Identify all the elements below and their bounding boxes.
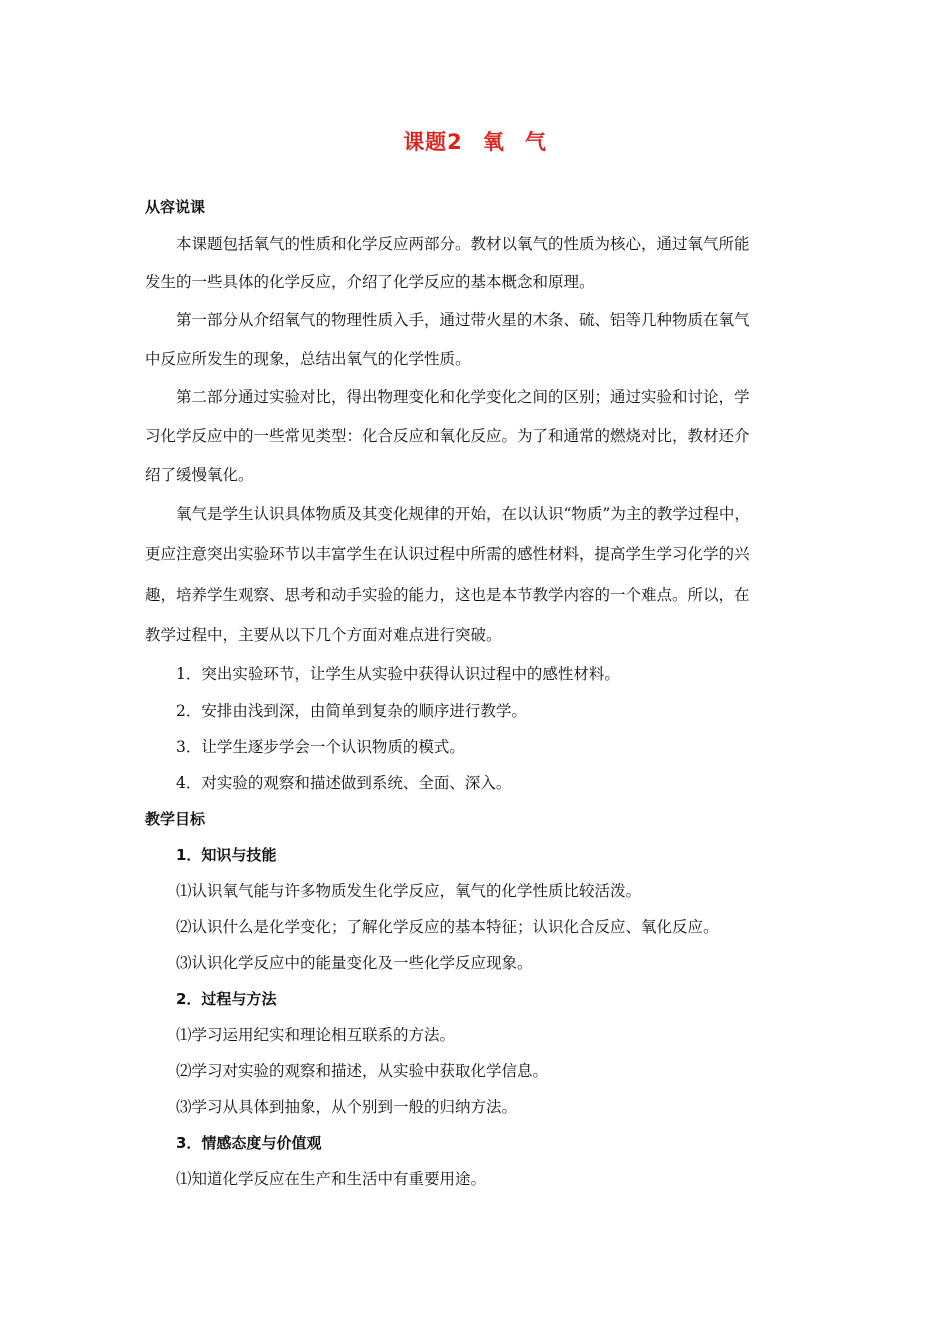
list-item: 1．突出实验环节，让学生从实验中获得认识过程中的感性材料。 bbox=[176, 665, 620, 683]
list-item: 3．让学生逐步学会一个认识物质的模式。 bbox=[176, 738, 465, 756]
paragraph-line: 第二部分通过实验对比，得出物理变化和化学变化之间的区别；通过实验和讨论，学 bbox=[176, 388, 750, 406]
paragraph-line: 中反应所发生的现象，总结出氧气的化学性质。 bbox=[145, 350, 471, 368]
paragraph-line: 氧气是学生认识具体物质及其变化规律的开始，在以认识“物质”为主的教学过程中， bbox=[176, 505, 750, 523]
subheading-attitude: 3．情感态度与价值观 bbox=[176, 1134, 322, 1152]
list-item: ⑶学习从具体到抽象，从个别到一般的归纳方法。 bbox=[176, 1098, 518, 1116]
title-main: 课题2 bbox=[403, 130, 463, 154]
section-heading-intro: 从容说课 bbox=[145, 198, 206, 216]
page-title bbox=[0, 126, 950, 156]
paragraph-line: 趣，培养学生观察、思考和动手实验的能力，这也是本节教学内容的一个难点。所以，在 bbox=[145, 586, 750, 604]
paragraph-line: 本课题包括氧气的性质和化学反应两部分。教材以氧气的性质为核心，通过氧气所能 bbox=[176, 235, 750, 253]
list-item: ⑶认识化学反应中的能量变化及一些化学反应现象。 bbox=[176, 954, 533, 972]
paragraph-line: 绍了缓慢氧化。 bbox=[145, 466, 254, 484]
list-item: ⑵认识什么是化学变化；了解化学反应的基本特征；认识化合反应、氧化反应。 bbox=[176, 918, 719, 936]
section-heading-goals: 教学目标 bbox=[145, 810, 206, 828]
paragraph-line: 教学过程中，主要从以下几个方面对难点进行突破。 bbox=[145, 626, 502, 644]
title-char-2: 气 bbox=[524, 130, 547, 154]
paragraph-line: 更应注意突出实验环节以丰富学生在认识过程中所需的感性材料，提高学生学习化学的兴 bbox=[145, 545, 750, 563]
paragraph-line: 习化学反应中的一些常见类型：化合反应和氧化反应。为了和通常的燃烧对比，教材还介 bbox=[145, 427, 750, 445]
list-item: ⑴知道化学反应在生产和生活中有重要用途。 bbox=[176, 1170, 487, 1188]
title-char-1: 氧 bbox=[482, 130, 505, 154]
subheading-process: 2．过程与方法 bbox=[176, 990, 277, 1008]
paragraph-line: 第一部分从介绍氧气的物理性质入手，通过带火星的木条、硫、铝等几种物质在氧气 bbox=[176, 311, 750, 329]
list-item: ⑵学习对实验的观察和描述，从实验中获取化学信息。 bbox=[176, 1062, 549, 1080]
list-item: ⑴认识氧气能与许多物质发生化学反应，氧气的化学性质比较活泼。 bbox=[176, 882, 642, 900]
subheading-knowledge: 1．知识与技能 bbox=[176, 846, 277, 864]
list-item: ⑴学习运用纪实和理论相互联系的方法。 bbox=[176, 1026, 456, 1044]
paragraph-line: 发生的一些具体的化学反应，介绍了化学反应的基本概念和原理。 bbox=[145, 273, 595, 291]
list-item: 2．安排由浅到深，由简单到复杂的顺序进行教学。 bbox=[176, 702, 527, 720]
list-item: 4．对实验的观察和描述做到系统、全面、深入。 bbox=[176, 774, 512, 792]
